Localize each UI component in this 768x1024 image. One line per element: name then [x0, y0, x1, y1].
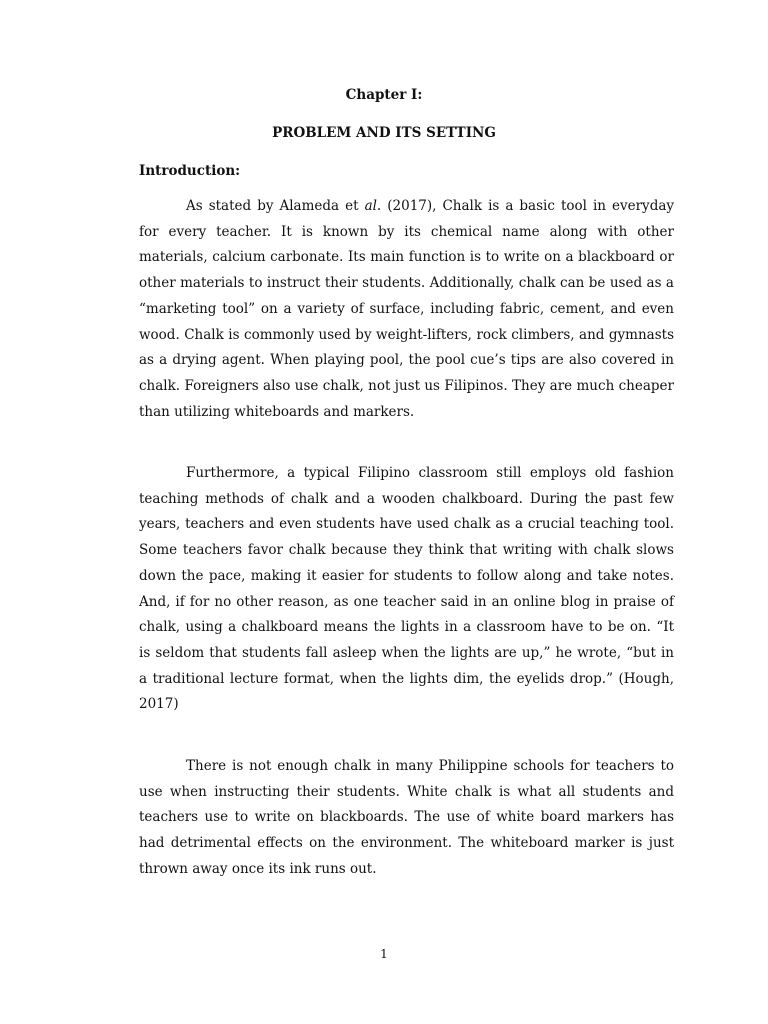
paragraph-1-text-start: As stated by Alameda et [186, 198, 365, 214]
paragraph-1-text-rest: (2017), Chalk is a basic tool in everyday for every teacher. It is known by its chemical name along with other materials, calcium carbonate. Its main function is to write on a blackboard or other materials to instruct their students. Additionally, chalk can be used as a “marketing tool” on a variety of surface, including fabric, cement, and even wood. Chalk is commonly used by weight-lifters, rock climbers, and gymnasts as a drying agent. When playing pool, the pool cue’s tips are also covered in chalk. Foreigners also use chalk, not just us Filipinos. They are much cheaper than utilizing whiteboards and markers. [139, 198, 675, 420]
paragraph-2: Furthermore, a typical Filipino classroom still employs old fashion teaching methods of chalk and a wooden chalkboard. During the past few years, teachers and even students have used chalk as a crucial teaching tool. Some teachers favor chalk because they think that writing with chalk slows down the pace, making it easier for students to follow along and take notes. And, if for no other reason, as one teacher said in an online blog in praise of chalk, using a chalkboard means the lights in a classroom have to be on. “It is seldom that students fall asleep when the lights are up,” he wrote, “but in a traditional lecture format, when the lights dim, the eyelids drop.” (Hough, 2017) [139, 465, 674, 713]
page-number: 1 [380, 947, 388, 961]
introduction-heading: Introduction: [139, 163, 241, 179]
paragraph-1-italic-al: al. [364, 198, 382, 214]
paragraph-1 [139, 194, 674, 425]
paragraph-3: There is not enough chalk in many Philippine schools for teachers to use when instructing their students. White chalk is what all students and teachers use to write on blackboards. The use of white board markers has had detrimental effects on the environment. The whiteboard marker is just thrown away once its ink runs out. [139, 758, 674, 877]
section-title: PROBLEM AND ITS SETTING [272, 125, 496, 141]
chapter-title: Chapter I: [345, 87, 423, 103]
